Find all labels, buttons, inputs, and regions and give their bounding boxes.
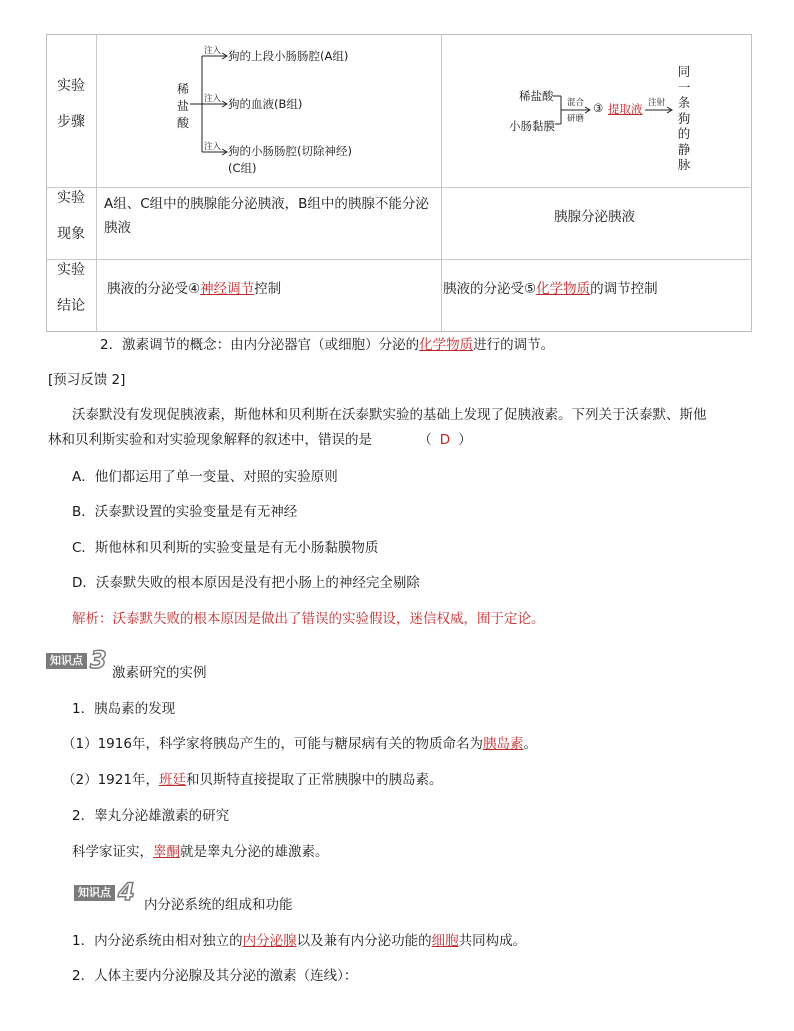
target-c-group: (C组) — [228, 161, 257, 175]
bracket: （ — [418, 432, 432, 448]
target-b: 狗的血液(B组) — [228, 97, 303, 111]
target-char: 一 — [677, 79, 691, 95]
target-char: 的 — [677, 126, 691, 141]
inject-label: 注入 — [204, 94, 222, 104]
table-divider — [46, 259, 752, 260]
option-a: A．他们都运用了单一变量、对照的实验原则 — [72, 469, 338, 485]
analysis: 解析：沃泰默失败的根本原因是做出了错误的实验假设，迷信权威，囿于定论。 — [72, 611, 545, 627]
input-hcl: 稀盐酸 — [519, 89, 554, 103]
row-header-text: 实验 — [57, 190, 85, 206]
badge-number: 4 — [118, 878, 135, 906]
kp3-para-1 — [62, 732, 537, 752]
inject-label: 注射 — [648, 98, 666, 108]
answer-blank: 化学物质 — [536, 281, 591, 297]
text: 的调节控制 — [590, 281, 658, 297]
answer-blank: 班廷 — [158, 772, 186, 788]
answer-blank: 胰岛素 — [482, 736, 524, 752]
phenomenon-left: A组、C组中的胰腺能分泌胰液，B组中的胰腺不能分泌胰液 — [104, 196, 429, 236]
answer-blank: 神经调节 — [200, 281, 255, 297]
subheading: 2．睾丸分泌雄激素的研究 — [72, 808, 230, 824]
row-header-text: 实验 — [57, 262, 85, 278]
knowledge-point-badge — [46, 646, 116, 674]
text: 以及兼有内分泌功能的 — [296, 933, 432, 949]
option-c: C．斯他林和贝利斯的实验变量是有无小肠黏膜物质 — [72, 540, 379, 556]
source-char: 盐 — [176, 99, 189, 113]
target-char: 狗 — [677, 110, 691, 126]
kp4-para-2: 2．人体主要内分泌腺及其分泌的激素（连线）： — [72, 968, 358, 984]
source-char: 酸 — [176, 116, 189, 130]
text: 林和贝利斯实验和对实验现象解释的叙述中，错误的是 — [48, 432, 372, 448]
section-title: 内分泌系统的组成和功能 — [144, 897, 293, 913]
answer-blank: 化学物质 — [419, 337, 474, 353]
answer-letter: D — [439, 432, 451, 448]
text: 1．内分泌系统由相对独立的 — [72, 933, 243, 949]
source-char: 稀 — [176, 82, 189, 96]
text: 科学家证实， — [72, 844, 153, 860]
answer-extract: 提取液 — [608, 102, 643, 116]
badge-label: 知识点 — [46, 653, 87, 669]
grind-label: 研磨 — [567, 114, 585, 124]
option-d: D．沃泰默失败的根本原因是没有把小肠上的神经完全剔除 — [72, 575, 420, 591]
text: 胰液的分泌受 — [107, 281, 188, 297]
text: 和贝斯特直接提取了正常胰腺中的胰岛素。 — [185, 772, 443, 788]
text: 胰液的分泌受 — [443, 281, 524, 297]
target-vein-vertical — [677, 64, 691, 173]
conclusion-left — [107, 277, 281, 297]
answer-blank: 细胞 — [431, 933, 459, 949]
knowledge-point-badge — [74, 878, 150, 906]
text: 。 — [523, 736, 537, 752]
question-stem-line2 — [48, 428, 472, 448]
circle-number: ⑤ — [524, 281, 537, 297]
inject-label: 注入 — [204, 46, 222, 56]
row-header-text: 结论 — [57, 298, 85, 314]
diagram-source — [176, 81, 190, 132]
target-c: 狗的小肠肠腔(切除神经) — [228, 144, 352, 158]
target-char: 同 — [677, 64, 691, 79]
text: 控制 — [254, 281, 282, 297]
kp4-para-1 — [72, 929, 526, 949]
text: （1）1916年，科学家将胰岛产生的，可能与糖尿病有关的物质命名为 — [62, 736, 483, 752]
phenomenon-right: 胰腺分泌胰液 — [554, 209, 635, 225]
subheading: 1．胰岛素的发现 — [72, 701, 176, 717]
table-divider — [441, 34, 442, 332]
text: 共同构成。 — [458, 933, 527, 949]
input-mucosa: 小肠黏膜 — [509, 119, 555, 133]
text: 就是睾丸分泌的雄激素。 — [180, 844, 329, 860]
option-b: B．沃泰默设置的实验变量是有无神经 — [72, 504, 298, 520]
circle-number: ③ — [593, 101, 604, 115]
kp3-para-2 — [62, 768, 442, 788]
row-header-text: 步骤 — [57, 114, 85, 130]
inject-label: 注入 — [204, 142, 222, 152]
answer-blank: 睾酮 — [153, 844, 180, 860]
mix-label: 混合 — [567, 98, 585, 108]
table-divider — [96, 34, 97, 332]
row-header-phenomenon — [48, 184, 94, 248]
row-header-conclusion — [48, 256, 94, 320]
target-char: 静 — [677, 141, 691, 157]
question-stem-line1: 沃泰默没有发现促胰液素，斯他林和贝利斯在沃泰默实验的基础上发现了促胰液素。下列关于沃泰默、斯他 — [72, 407, 707, 423]
target-a: 狗的上段小肠肠腔(A组) — [228, 49, 349, 63]
text: （2）1921年， — [62, 772, 159, 788]
circle-number: ④ — [188, 281, 201, 297]
badge-number: 3 — [90, 646, 107, 674]
text: 进行的调节。 — [473, 337, 555, 353]
badge-label: 知识点 — [74, 885, 115, 901]
target-char: 条 — [677, 95, 691, 110]
section-title: 激素研究的实例 — [112, 665, 207, 681]
conclusion-right — [443, 277, 658, 297]
text: 2．激素调节的概念：由内分泌器官（或细胞）分泌的 — [100, 337, 420, 353]
row-header-steps — [48, 72, 94, 136]
target-char: 脉 — [677, 157, 691, 172]
row-header-text: 现象 — [57, 226, 85, 242]
table-divider — [46, 187, 752, 188]
kp3-para-3 — [72, 840, 329, 860]
answer-blank: 内分泌腺 — [242, 933, 297, 949]
feedback-title: [预习反馈 2] — [48, 372, 126, 388]
bracket: ） — [458, 432, 472, 448]
row-header-text: 实验 — [57, 78, 85, 94]
concept-line — [100, 333, 554, 353]
